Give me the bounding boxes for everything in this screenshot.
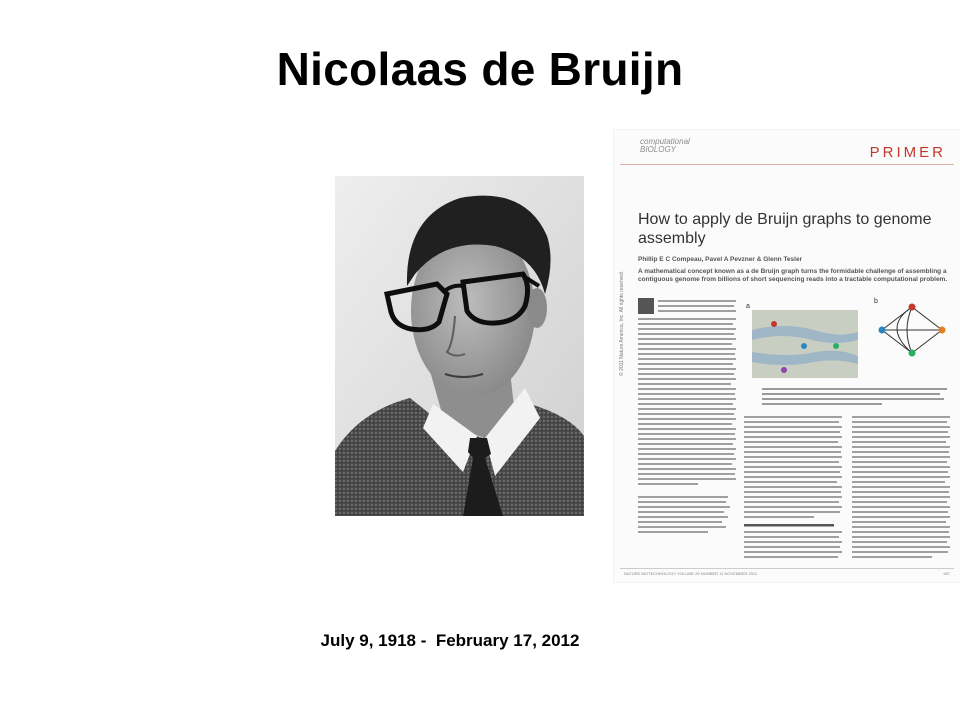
portrait-illustration xyxy=(335,176,584,516)
figure-b-label: b xyxy=(874,298,878,305)
paper-abstract: A mathematical concept known as a de Bruijn graph turns the formidable challenge of assembling a contiguous genome from billions of short sequencing reads into a tractable computational problem. xyxy=(638,268,948,283)
body-text-column-3 xyxy=(852,416,952,566)
life-dates: July 9, 1918 - February 17, 2012 xyxy=(320,631,580,650)
section-label: PRIMER xyxy=(869,144,946,161)
footer-rule xyxy=(620,568,954,569)
figure-a-map xyxy=(744,300,862,380)
journal-brand xyxy=(640,138,690,154)
header-rule xyxy=(620,164,954,165)
body-text-column-2 xyxy=(744,416,844,566)
paper-authors: Phillip E C Compeau, Pavel A Pevzner & Glenn Tesler xyxy=(638,256,803,263)
figure-caption xyxy=(762,386,952,410)
page-number: 987 xyxy=(943,571,950,576)
journal-brand-line1: computational xyxy=(640,137,690,146)
slide-title: Nicolaas de Bruijn xyxy=(276,43,684,95)
figure-a-label: a xyxy=(746,303,750,310)
journal-paper-page xyxy=(614,130,960,582)
portrait-photo xyxy=(335,176,584,516)
figure-b-graph xyxy=(872,295,952,365)
paper-title: How to apply de Bruijn graphs to genome assembly xyxy=(638,211,932,247)
body-text-column-1 xyxy=(638,298,738,566)
journal-footer: NATURE BIOTECHNOLOGY VOLUME 29 NUMBER 11 NOVEMBER 2011 xyxy=(624,571,758,576)
journal-brand-line2: BIOLOGY xyxy=(640,145,677,154)
copyright-notice: © 2011 Nature America, Inc. All rights reserved. xyxy=(619,270,625,376)
